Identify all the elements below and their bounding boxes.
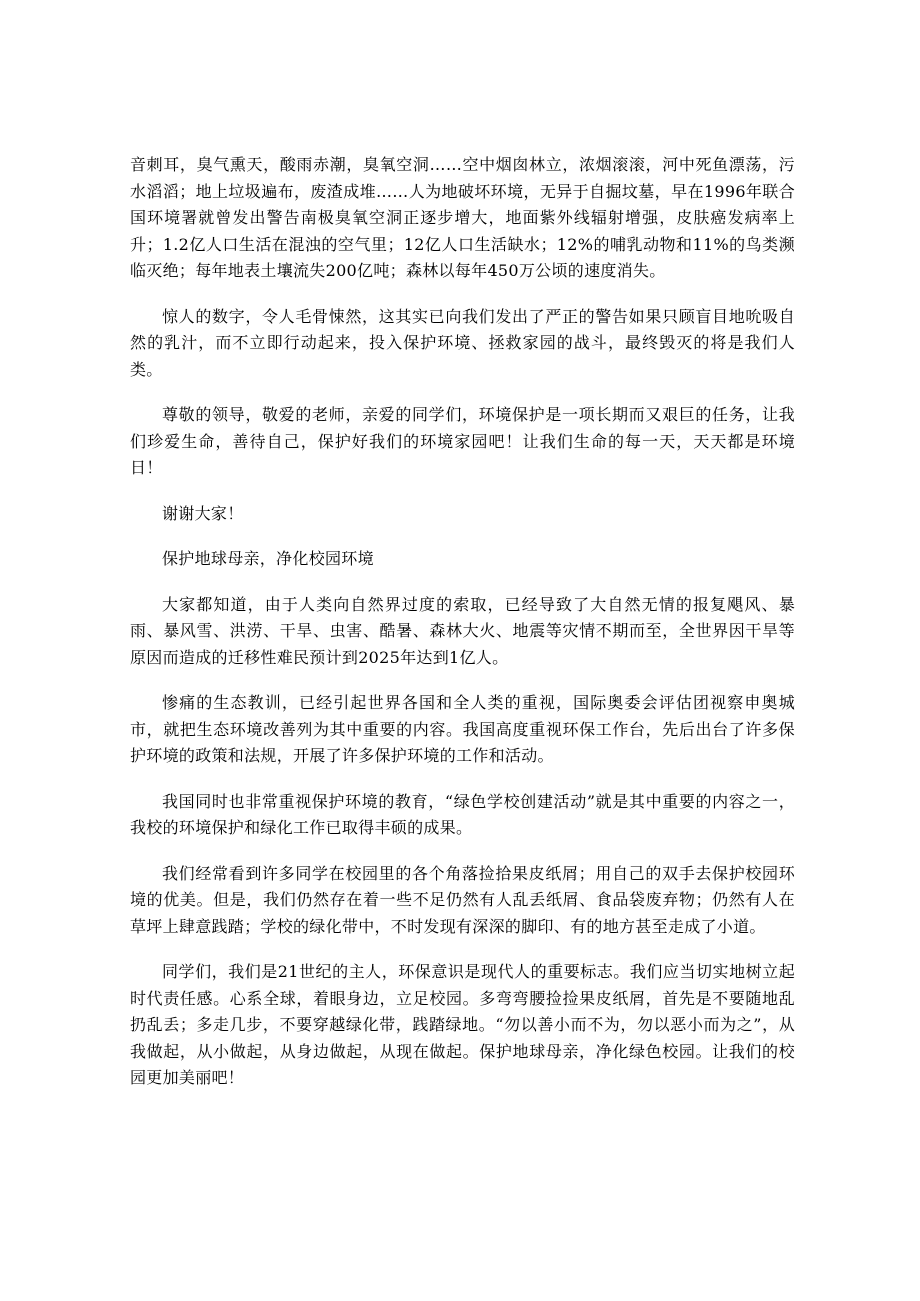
paragraph: 惊人的数字，令人毛骨悚然，这其实已向我们发出了严正的警告如果只顾盲目地吮吸自然的乳汁，而不立即行动起来，投入保护环境、拯救家园的战斗，最终毁灭的将是我们人类。 [130, 306, 795, 379]
paragraph: 我们经常看到许多同学在校园里的各个角落捡拾果皮纸屑；用自己的双手去保护校园环境的优美。但是，我们仍然存在着一些不足仍然有人乱丢纸屑、食品袋废弃物；仍然有人在草坪上肆意践踏；学校的绿化带中，不时发现有深深的脚印、有的地方甚至走成了小道。 [130, 863, 795, 936]
paragraph: 尊敬的领导，敬爱的老师，亲爱的同学们，环境保护是一项长期而又艰巨的任务，让我们珍爱生命，善待自己，保护好我们的环境家园吧！让我们生命的每一天，天天都是环境日！ [130, 405, 795, 477]
paragraph: 我国同时也非常重视保护环境的教育，“绿色学校创建活动”就是其中重要的内容之一，我校的环境保护和绿化工作已取得丰硕的成果。 [130, 791, 795, 837]
closing-thanks: 谢谢大家！ [162, 503, 244, 523]
paragraph-continuation: 音刺耳，臭气熏天，酸雨赤潮，臭氧空洞……空中烟囱林立，浓烟滚滚，河中死鱼漂荡，污水滔滔；地上垃圾遍布，废渣成堆……人为地破坏环境，无异于自掘坟墓，早在1996年联合国环境署就曾发出警告南极臭氧空洞正逐步增大，地面紫外线辐射增强，皮肤癌发病率上升；1.2亿人口生活在混浊的空气里；12亿人口生活缺水；12%的哺乳动物和11%的鸟类濒临灭绝；每年地表土壤流失200亿吨；森林以每年450万公顷的速度消失。 [130, 155, 795, 280]
document-page [130, 152, 795, 1111]
section-title: 保护地球母亲，净化校园环境 [162, 549, 374, 568]
paragraph: 惨痛的生态教训，已经引起世界各国和全人类的重视，国际奥委会评估团视察申奥城市，就把生态环境改善列为其中重要的内容。我国高度重视环保工作台，先后出台了许多保护环境的政策和法规，开展了许多保护环境的工作和活动。 [130, 693, 795, 765]
paragraph: 大家都知道，由于人类向自然界过度的索取，已经导致了大自然无情的报复飓风、暴雨、暴风雪、洪涝、干旱、虫害、酷暑、森林大火、地震等灾情不期而至，全世界因干旱等原因而造成的迁移性难民预计到2025年达到1亿人。 [130, 594, 795, 667]
paragraph: 同学们，我们是21世纪的主人，环保意识是现代人的重要标志。我们应当切实地树立起时代责任感。心系全球，着眼身边，立足校园。多弯弯腰捡捡果皮纸屑，首先是不要随地乱扔乱丢；多走几步，不要穿越绿化带，践踏绿地。“勿以善小而不为，勿以恶小而为之”，从我做起，从小做起，从身边做起，从现在做起。保护地球母亲，净化绿色校园。让我们的校园更加美丽吧！ [130, 962, 795, 1087]
